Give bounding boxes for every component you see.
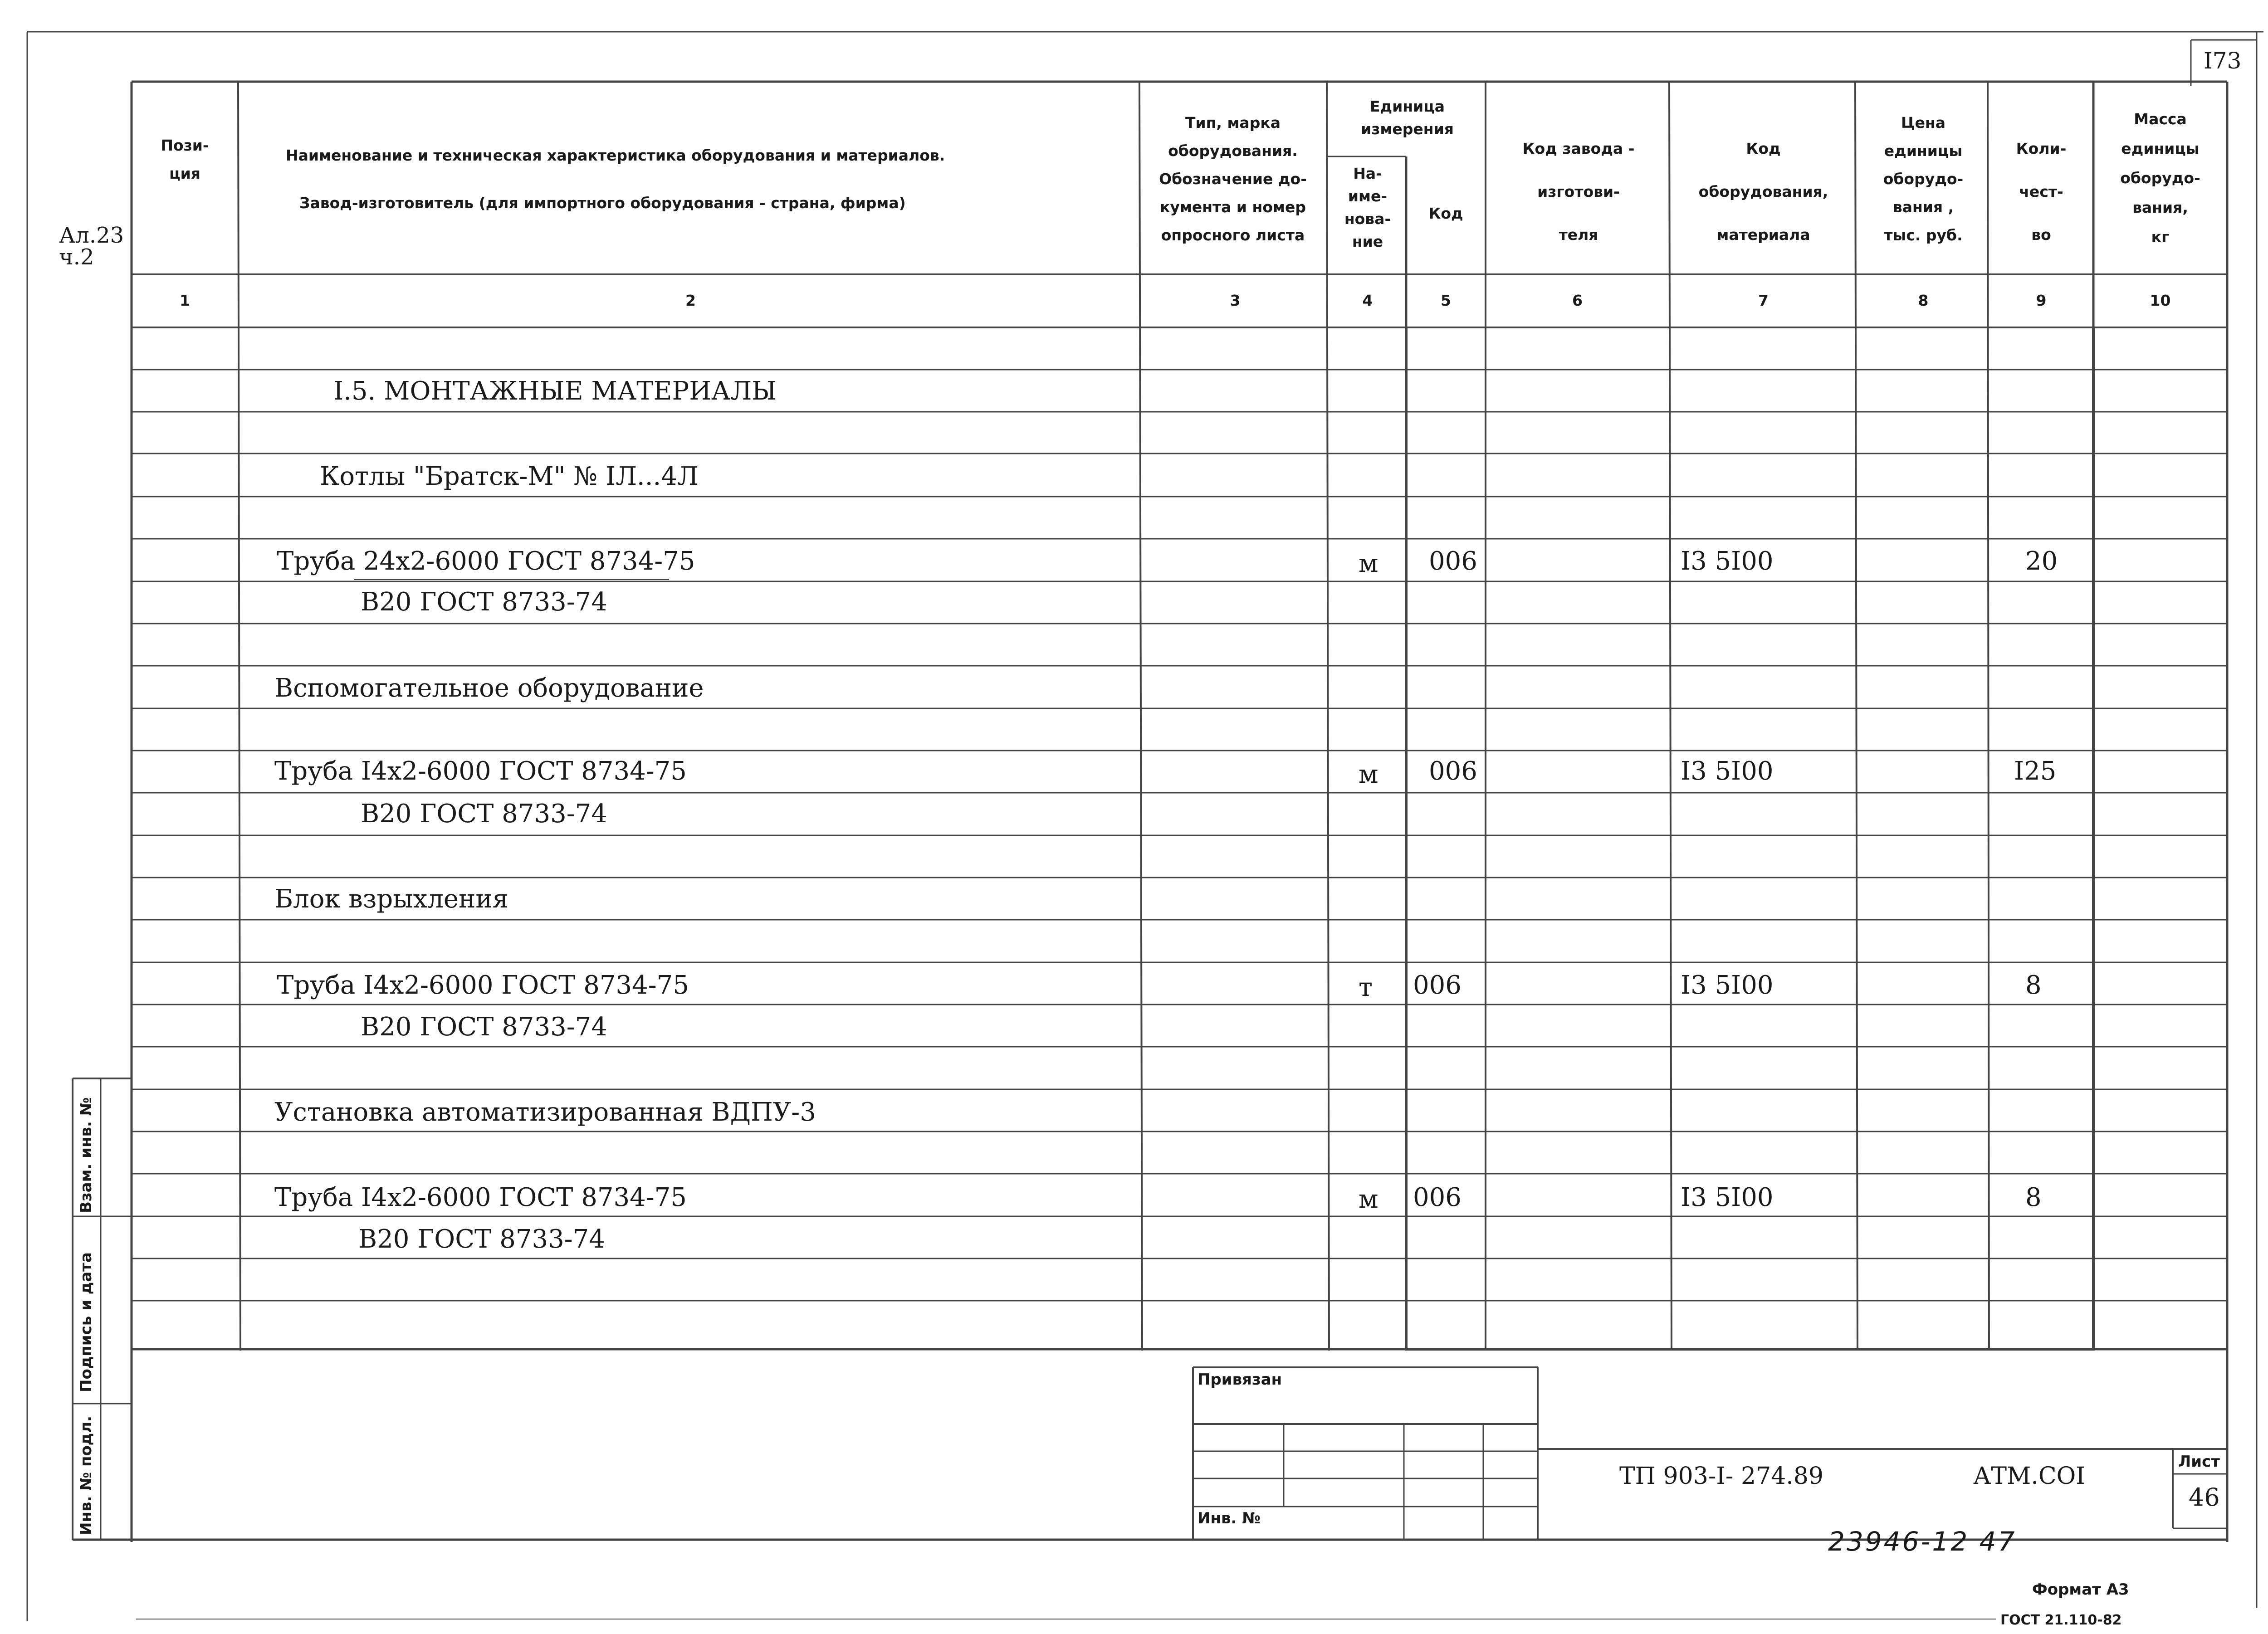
colnum-4: 4 — [1362, 292, 1373, 309]
row-pipe-3-mat-code: I3 5I00 — [1681, 971, 1774, 1000]
colnum-10: 10 — [2150, 292, 2171, 309]
header-col2-line1: Наименование и техническая характеристика оборудования и материалов. — [286, 146, 945, 164]
row-pipe-3-unit-code: 006 — [1413, 971, 1461, 1000]
row-pipe-3-steel: В20 ГОСТ 8733-74 — [361, 1012, 607, 1042]
header-col10-line2: единицы — [2121, 140, 2200, 157]
row-pipe-1-unit-code: 006 — [1429, 546, 1477, 576]
handwritten-number: 23946-12 47 — [1828, 1526, 2017, 1557]
sheet-value: 46 — [2189, 1483, 2220, 1512]
header-col6 — [1488, 127, 1669, 256]
row-section-title: I.5. МОНТАЖНЫЕ МАТЕРИАЛЫ — [333, 376, 777, 406]
header-col10-line1: Масса — [2134, 110, 2187, 128]
header-col4-line3: нова- — [1344, 210, 1391, 228]
row-pipe-2: Труба I4х2-6000 ГОСТ 8734-75 — [274, 756, 687, 786]
header-unit-line1: Единица — [1370, 98, 1445, 115]
header-col6-line3: теля — [1559, 226, 1598, 244]
row-pipe-3-qty: 8 — [2025, 971, 2042, 1000]
header-col6-line1: Код завода - — [1522, 140, 1635, 157]
header-col3-line1: Тип, марка — [1185, 114, 1281, 132]
header-col6-line2: изготови- — [1537, 183, 1620, 200]
colnum-2: 2 — [685, 292, 696, 309]
header-col7-line2: оборудования, — [1698, 183, 1828, 200]
stamp-vzam-inv: Взам. инв. № — [77, 1097, 95, 1213]
sheet-number-top: I73 — [2204, 48, 2242, 74]
gost-bottom: ГОСТ 21.110-82 — [2000, 1612, 2122, 1628]
header-col8-line5: тыс. руб. — [1884, 226, 1963, 244]
side-code — [59, 224, 124, 268]
header-unit-line2: измерения — [1361, 120, 1454, 138]
row-pipe-1: Труба 24х2-6000 ГОСТ 8734-75 — [277, 546, 695, 576]
header-col8-line3: оборудо- — [1883, 170, 1964, 188]
header-col2-line2: Завод-изготовитель (для импортного оборудования - страна, фирма) — [299, 194, 906, 212]
header-col2 — [240, 132, 1084, 227]
header-col7-line1: Код — [1746, 140, 1781, 157]
inv-no-label: Инв. № — [1198, 1509, 1261, 1527]
row-group-auxiliary: Вспомогательное оборудование — [274, 673, 704, 703]
header-col9-line2: чест- — [2019, 183, 2063, 200]
row-pipe-4-steel: В20 ГОСТ 8733-74 — [358, 1224, 605, 1254]
colnum-9: 9 — [2036, 292, 2047, 309]
doc-mark: АТМ.СОI — [1973, 1463, 2085, 1490]
header-col9 — [1989, 127, 2093, 256]
header-col4 — [1329, 162, 1406, 253]
row-group-loosening: Блок взрыхления — [274, 884, 509, 914]
colnum-1: 1 — [180, 292, 190, 309]
row-pipe-1-unit: м — [1359, 549, 1378, 578]
header-col3-line3: Обозначение до- — [1159, 170, 1307, 188]
header-col7 — [1672, 127, 1855, 256]
header-col1 — [132, 132, 238, 188]
header-col10 — [2093, 104, 2227, 252]
row-pipe-2-mat-code: I3 5I00 — [1681, 756, 1774, 786]
side-code-line1: Ал.23 — [59, 223, 124, 248]
doc-code: ТП 903-I- 274.89 — [1619, 1463, 1823, 1490]
stamp-inv-podl: Инв. № подл. — [77, 1415, 95, 1535]
header-col10-line5: кг — [2151, 228, 2170, 246]
header-col3-line2: оборудования. — [1168, 142, 1298, 160]
colnum-3: 3 — [1230, 292, 1241, 309]
row-group-vdpu: Установка автоматизированная ВДПУ-3 — [274, 1097, 816, 1127]
header-col9-line3: во — [2031, 226, 2051, 244]
row-pipe-4-qty: 8 — [2025, 1183, 2042, 1212]
header-col3-line5: опросного листа — [1161, 226, 1305, 244]
row-pipe-2-steel: В20 ГОСТ 8733-74 — [361, 799, 607, 829]
header-col7-line3: материала — [1716, 226, 1810, 244]
header-col4-line1: На- — [1353, 165, 1382, 182]
header-col8-line2: единицы — [1884, 142, 1963, 160]
header-col9-line1: Коли- — [2016, 140, 2067, 157]
row-pipe-4: Труба I4х2-6000 ГОСТ 8734-75 — [274, 1183, 687, 1212]
colnum-8: 8 — [1918, 292, 1929, 309]
header-col8-line4: вания , — [1892, 198, 1954, 216]
header-col10-line3: оборудо- — [2120, 169, 2200, 187]
stamp-podpis-data: Подпись и дата — [77, 1252, 95, 1392]
row-pipe-4-unit-code: 006 — [1413, 1183, 1461, 1212]
row-pipe-2-qty: I25 — [2014, 756, 2057, 786]
row-pipe-1-qty: 20 — [2025, 546, 2058, 576]
row-pipe-1-mat-code: I3 5I00 — [1681, 546, 1774, 576]
header-col3 — [1142, 109, 1324, 249]
row-pipe-2-unit-code: 006 — [1429, 756, 1477, 786]
header-unit-group — [1329, 95, 1486, 141]
colnum-7: 7 — [1758, 292, 1769, 309]
row-pipe-3: Труба I4х2-6000 ГОСТ 8734-75 — [277, 971, 689, 1000]
header-col1-line1: Пози- — [161, 137, 209, 154]
header-col5: Код — [1428, 205, 1463, 222]
row-pipe-1-steel: В20 ГОСТ 8733-74 — [361, 587, 607, 617]
header-col8 — [1857, 109, 1989, 249]
header-col3-line4: кумента и номер — [1159, 198, 1306, 216]
side-code-line2: ч.2 — [59, 244, 94, 270]
header-col1-line2: ция — [169, 165, 200, 182]
sheet-label: Лист — [2178, 1453, 2220, 1471]
header-col8-line1: Цена — [1901, 114, 1946, 132]
row-pipe-2-unit: м — [1359, 760, 1378, 789]
row-group-boilers: Котлы "Братск-М" № IЛ...4Л — [320, 462, 699, 491]
row-pipe-4-mat-code: I3 5I00 — [1681, 1183, 1774, 1212]
header-col10-line4: вания, — [2132, 199, 2188, 216]
row-pipe-4-unit: м — [1359, 1185, 1378, 1214]
colnum-6: 6 — [1572, 292, 1583, 309]
privyazan-label: Привязан — [1198, 1371, 1282, 1389]
colnum-5: 5 — [1441, 292, 1451, 309]
header-col4-line4: ние — [1352, 233, 1383, 250]
row-pipe-3-unit: т — [1359, 973, 1373, 1002]
header-col4-line2: име- — [1348, 187, 1388, 205]
format-label: Формат А3 — [2032, 1580, 2129, 1599]
